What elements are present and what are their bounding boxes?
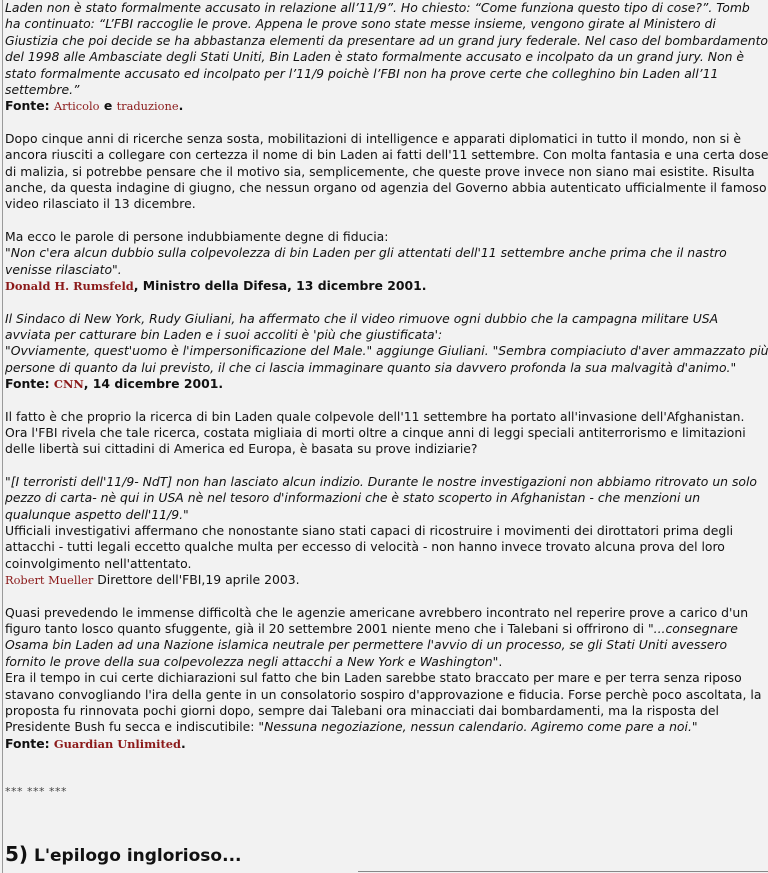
conjunction: e bbox=[99, 98, 117, 114]
text-line: Quasi prevedendo le immense difficoltà che le agenzie americane avrebbero incontrato nel reperire prove a carico d'un bbox=[5, 604, 749, 620]
text-line: di malizia, si potrebbe pensare che il motivo sia, semplicemente, che queste prove invece non siano mai esistite. Risulta bbox=[5, 163, 755, 179]
section-number: 5) bbox=[5, 841, 29, 866]
tomb-quote bbox=[5, 0, 768, 98]
box-top-border bbox=[358, 871, 768, 872]
mueller-link[interactable]: Robert Mueller bbox=[5, 573, 94, 588]
guardian-link[interactable]: Guardian Unlimited bbox=[53, 736, 181, 751]
text-line: Ora l'FBI rivela che tale ricerca, costata migliaia di morti oltre a cinque anni di leggi speciali antiterrorismo e limitazioni bbox=[5, 424, 746, 440]
mueller-block bbox=[5, 474, 768, 589]
articolo-link[interactable]: Articolo bbox=[53, 99, 100, 114]
cnn-link[interactable]: CNN bbox=[53, 377, 84, 392]
mueller-attribution: Direttore dell'FBI,19 aprile 2003. bbox=[93, 572, 300, 588]
quote-line: pezzo di carta- nè qui in USA nè nel tesoro d'informazioni che è stato scoperto in Afghanistan - che menzioni un bbox=[5, 490, 701, 506]
bush-quote: Nessuna negoziazione, nessun calendario. Agiremo come pare a noi. bbox=[264, 719, 692, 735]
quote-line: avviata per catturare bin Laden e i suoi accoliti è 'più che giustificata': bbox=[5, 326, 443, 342]
source-line bbox=[5, 98, 768, 114]
quote-end: ". bbox=[492, 653, 503, 669]
paragraph-afghanistan bbox=[5, 409, 768, 458]
giuliani-block bbox=[5, 311, 768, 393]
text-line: attacchi - tutti legali eccetto qualche multa per eccesso di velocità - non hanno invece trovato alcuna prova del loro bbox=[5, 539, 725, 555]
text-line: coinvolgimento nell'attentato. bbox=[5, 555, 192, 571]
text-line: delle libertà sui cittadini di America ed Europa, è basata su prove indiziarie? bbox=[5, 441, 478, 457]
traduzione-link[interactable]: traduzione bbox=[116, 99, 179, 114]
quote-line: Giustizia che poi decide se ha abbastanza elementi da presentare ad un grand jury federale. Nel caso del bombardamento bbox=[5, 32, 768, 48]
paragraph-five-years bbox=[5, 131, 768, 213]
left-border bbox=[2, 0, 3, 873]
taliban-block bbox=[5, 605, 768, 753]
separator: *** *** *** bbox=[5, 785, 67, 799]
section-heading bbox=[5, 843, 768, 867]
quote-line: "Non c'era alcun dubbio sulla colpevolezza di bin Laden per gli attentati dell'11 settembre anche prima che il nastro bbox=[5, 245, 727, 261]
text-line: Ufficiali investigativi affermano che nonostante siano stati capaci di ricostruire i movimenti dei dirottatori prima degli bbox=[5, 522, 734, 538]
quote-line: venisse rilasciato". bbox=[5, 261, 122, 277]
quote-line: ha continuato: “L’FBI raccoglie le prove. Appena le prove sono state messe insieme, vengono girate al Ministero di bbox=[5, 16, 716, 32]
text-line: Dopo cinque anni di ricerche senza sosta, mobilitazioni di intelligence e apparati diplomatici in tutto il mondo, non si è bbox=[5, 130, 742, 146]
quote-line: fornito le prove della sua colpevolezza negli attacchi a New York e Washington bbox=[5, 653, 493, 669]
source-label: Fonte: bbox=[5, 735, 54, 751]
rumsfeld-link[interactable]: Donald H. Rumsfeld bbox=[5, 279, 134, 294]
text-line: anche, da questa indagine di giugno, che nessun organo od agenzia del Governo abbia autenticato ufficialmente il famoso bbox=[5, 180, 767, 196]
source-label: Fonte: bbox=[5, 376, 54, 392]
source-label: Fonte: bbox=[5, 98, 54, 114]
quote-line: "Ovviamente, quest'uomo è l'impersonificazione del Male." aggiunge Giuliani. "Sembra compiaciuto d'aver ammazzato più bbox=[5, 343, 768, 359]
text-line: video rilasciato il 13 dicembre. bbox=[5, 196, 196, 212]
period: . bbox=[178, 98, 184, 114]
rumsfeld-block bbox=[5, 229, 768, 295]
text-line: Il fatto è che proprio la ricerca di bin Laden quale colpevole dell'11 settembre ha portato all'invasione dell'Afghanistan. bbox=[5, 408, 745, 424]
source-date: , 14 dicembre 2001. bbox=[83, 376, 224, 392]
text-line: stavano convogliando l'ira della gente in un consolatorio sospiro d'approvazione e fiducia. Forse perchè poco ascoltata, la bbox=[5, 686, 762, 702]
quote-line: qualunque aspetto dell'11/9." bbox=[5, 506, 189, 522]
quote-close: " bbox=[691, 719, 698, 735]
quote-line: "[I terroristi dell'11/9- NdT] non han lasciato alcun indizio. Durante le nostre investigazioni non abbiamo ritrovato un solo bbox=[5, 473, 758, 489]
quote-line: del 1998 alle Ambasciate degli Stati Uniti, Bin Laden è stato formalmente accusato e incolpato da un grand jury. Non è bbox=[5, 49, 745, 65]
text-line: figuro tanto losco quanto sfuggente, già il 20 settembre 2001 niente meno che i Talebani si offrirono di " bbox=[5, 621, 654, 636]
period: . bbox=[180, 735, 186, 751]
quote-line: Il Sindaco di New York, Rudy Giuliani, ha affermato che il video rimuove ogni dubbio che la campagna militare USA bbox=[5, 310, 719, 326]
quote-start: ...consegnare bbox=[653, 621, 738, 636]
quote-line: settembre.” bbox=[5, 82, 80, 98]
intro-line: Ma ecco le parole di persone indubbiamente degne di fiducia: bbox=[5, 228, 389, 244]
text-line: Presidente Bush fu secca e indiscutibile: " bbox=[5, 719, 265, 735]
quote-line: Laden non è stato formalmente accusato in relazione all’11/9”. Ho chiesto: “Come funziona questo tipo di cose?”. Tomb bbox=[5, 0, 750, 15]
rumsfeld-attribution: , Ministro della Difesa, 13 dicembre 2001. bbox=[133, 278, 427, 294]
section-title: L'epilogo inglorioso... bbox=[28, 845, 242, 866]
text-line: proposta fu rinnovata pochi giorni dopo, sempre dai Talebani ora minacciati dai bombardamenti, ma la risposta del bbox=[5, 703, 719, 719]
quote-line: Osama bin Laden ad una Nazione islamica neutrale per permettere l'avvio di un processo, se gli Stati Uniti avessero bbox=[5, 637, 728, 653]
text-line: ancora riusciti a collegare con certezza il nome di bin Laden ai fatti dell'11 settembre. Con molta fantasia e una certa dose bbox=[5, 147, 768, 163]
quote-line: stato formalmente accusato ed incolpato per l’11/9 poichè l’FBI non ha prove certe che colleghino bin Laden all’11 bbox=[5, 65, 719, 81]
article-content bbox=[5, 0, 768, 867]
quote-line: persone di quanto da lui previsto, il che ci lascia immaginare quanto sia davvero profonda la sua malvagità d'animo." bbox=[5, 359, 737, 375]
text-line: Era il tempo in cui certe dichiarazioni sul fatto che bin Laden sarebbe stato braccato per mare e per terra senza riposo bbox=[5, 670, 742, 686]
